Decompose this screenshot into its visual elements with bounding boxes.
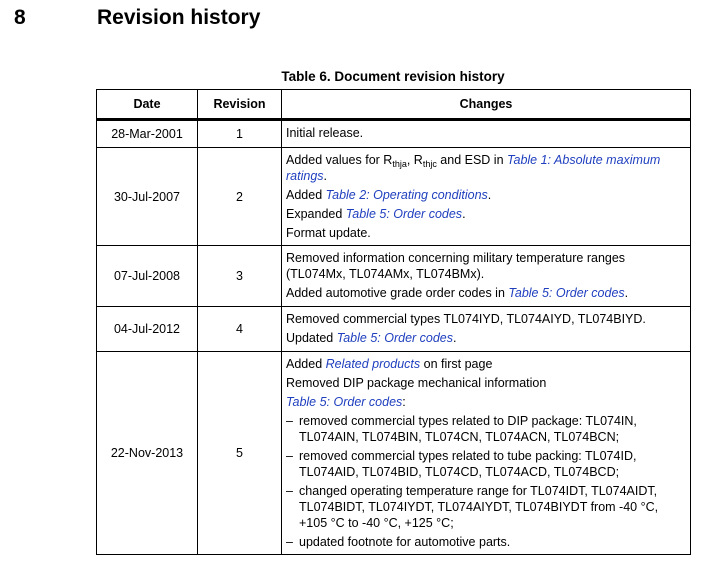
table-row <box>97 307 691 352</box>
change-line: Expanded Table 5: Order codes. <box>286 207 466 221</box>
change-line: Updated Table 5: Order codes. <box>286 331 457 345</box>
table-header-row <box>97 90 691 120</box>
row-date: 22-Nov-2013 <box>97 352 198 555</box>
header-date: Date <box>97 90 198 120</box>
change-line: Added Related products on first page <box>286 357 493 371</box>
dash-marker: – <box>286 535 293 549</box>
change-line: Removed information concerning military temperature ranges (TL074Mx, TL074AMx, TL074BMx). <box>286 251 626 281</box>
change-line: Removed DIP package mechanical information <box>286 376 547 390</box>
link-table2[interactable]: Table 2: Operating conditions <box>325 188 488 202</box>
table-row <box>97 148 691 246</box>
change-bullet: – removed commercial types related to DIP package: TL074IN, TL074AIN, TL074BIN, TL074CN, TL074ACN, TL074BCN; <box>286 414 637 444</box>
table-caption: Table 6. Document revision history <box>281 69 505 84</box>
link-related-products[interactable]: Related products <box>325 357 421 371</box>
change-line: Removed commercial types TL074IYD, TL074AIYD, TL074BIYD. <box>286 312 646 326</box>
change-line: Added Table 2: Operating conditions. <box>286 188 492 202</box>
link-table5[interactable]: Table 5: Order codes <box>508 286 625 300</box>
dash-marker: – <box>286 414 293 428</box>
row-changes <box>282 148 691 246</box>
row-changes <box>282 352 691 555</box>
change-line: Added values for $R_{thja}$, $R_{thjc}$ and ESD in Table 1: Absolute maximum ratings. <box>286 153 661 183</box>
row-revision: 4 <box>198 307 282 352</box>
row-date: 30-Jul-2007 <box>97 148 198 246</box>
table-row <box>97 120 691 148</box>
header-revision: Revision <box>198 90 282 120</box>
table-row <box>97 352 691 555</box>
row-changes <box>282 307 691 352</box>
row-date: 07-Jul-2008 <box>97 246 198 307</box>
link-table1[interactable]: Table 1: Absolute maximum ratings <box>286 153 661 183</box>
row-revision: 1 <box>198 120 282 148</box>
change-line: Format update. <box>286 226 371 240</box>
section-title: Revision history <box>97 6 261 29</box>
row-revision: 5 <box>198 352 282 555</box>
revision-history-table <box>96 89 691 555</box>
link-table5[interactable]: Table 5: Order codes <box>336 331 454 345</box>
dash-marker: – <box>286 484 293 498</box>
row-date: 28-Mar-2001 <box>97 120 198 148</box>
change-line: Table 5: Order codes: <box>286 395 406 409</box>
change-bullet: – updated footnote for automotive parts. <box>286 535 511 549</box>
row-changes <box>282 120 691 148</box>
header-changes: Changes <box>282 90 691 120</box>
row-revision: 2 <box>198 148 282 246</box>
row-date: 04-Jul-2012 <box>97 307 198 352</box>
section-number: 8 <box>14 6 26 29</box>
row-changes <box>282 246 691 307</box>
change-line: Initial release. <box>286 126 364 140</box>
change-bullet: – removed commercial types related to tube packing: TL074ID, TL074AID, TL074BID, TL074CD, TL074ACD, TL074BCD; <box>286 449 637 479</box>
change-bullet: – changed operating temperature range for TL074IDT, TL074AIDT, TL074BIDT, TL074IYDT, TL074AIYDT, TL074BIYDT from -40 °C, +105 °C to -40 °C, +125 °C; <box>286 484 659 530</box>
link-table5[interactable]: Table 5: Order codes <box>345 207 463 221</box>
row-revision: 3 <box>198 246 282 307</box>
change-line: Added automotive grade order codes in Table 5: Order codes. <box>286 286 629 300</box>
dash-marker: – <box>286 449 293 463</box>
link-table5[interactable]: Table 5: Order codes <box>286 395 403 409</box>
table-row <box>97 246 691 307</box>
